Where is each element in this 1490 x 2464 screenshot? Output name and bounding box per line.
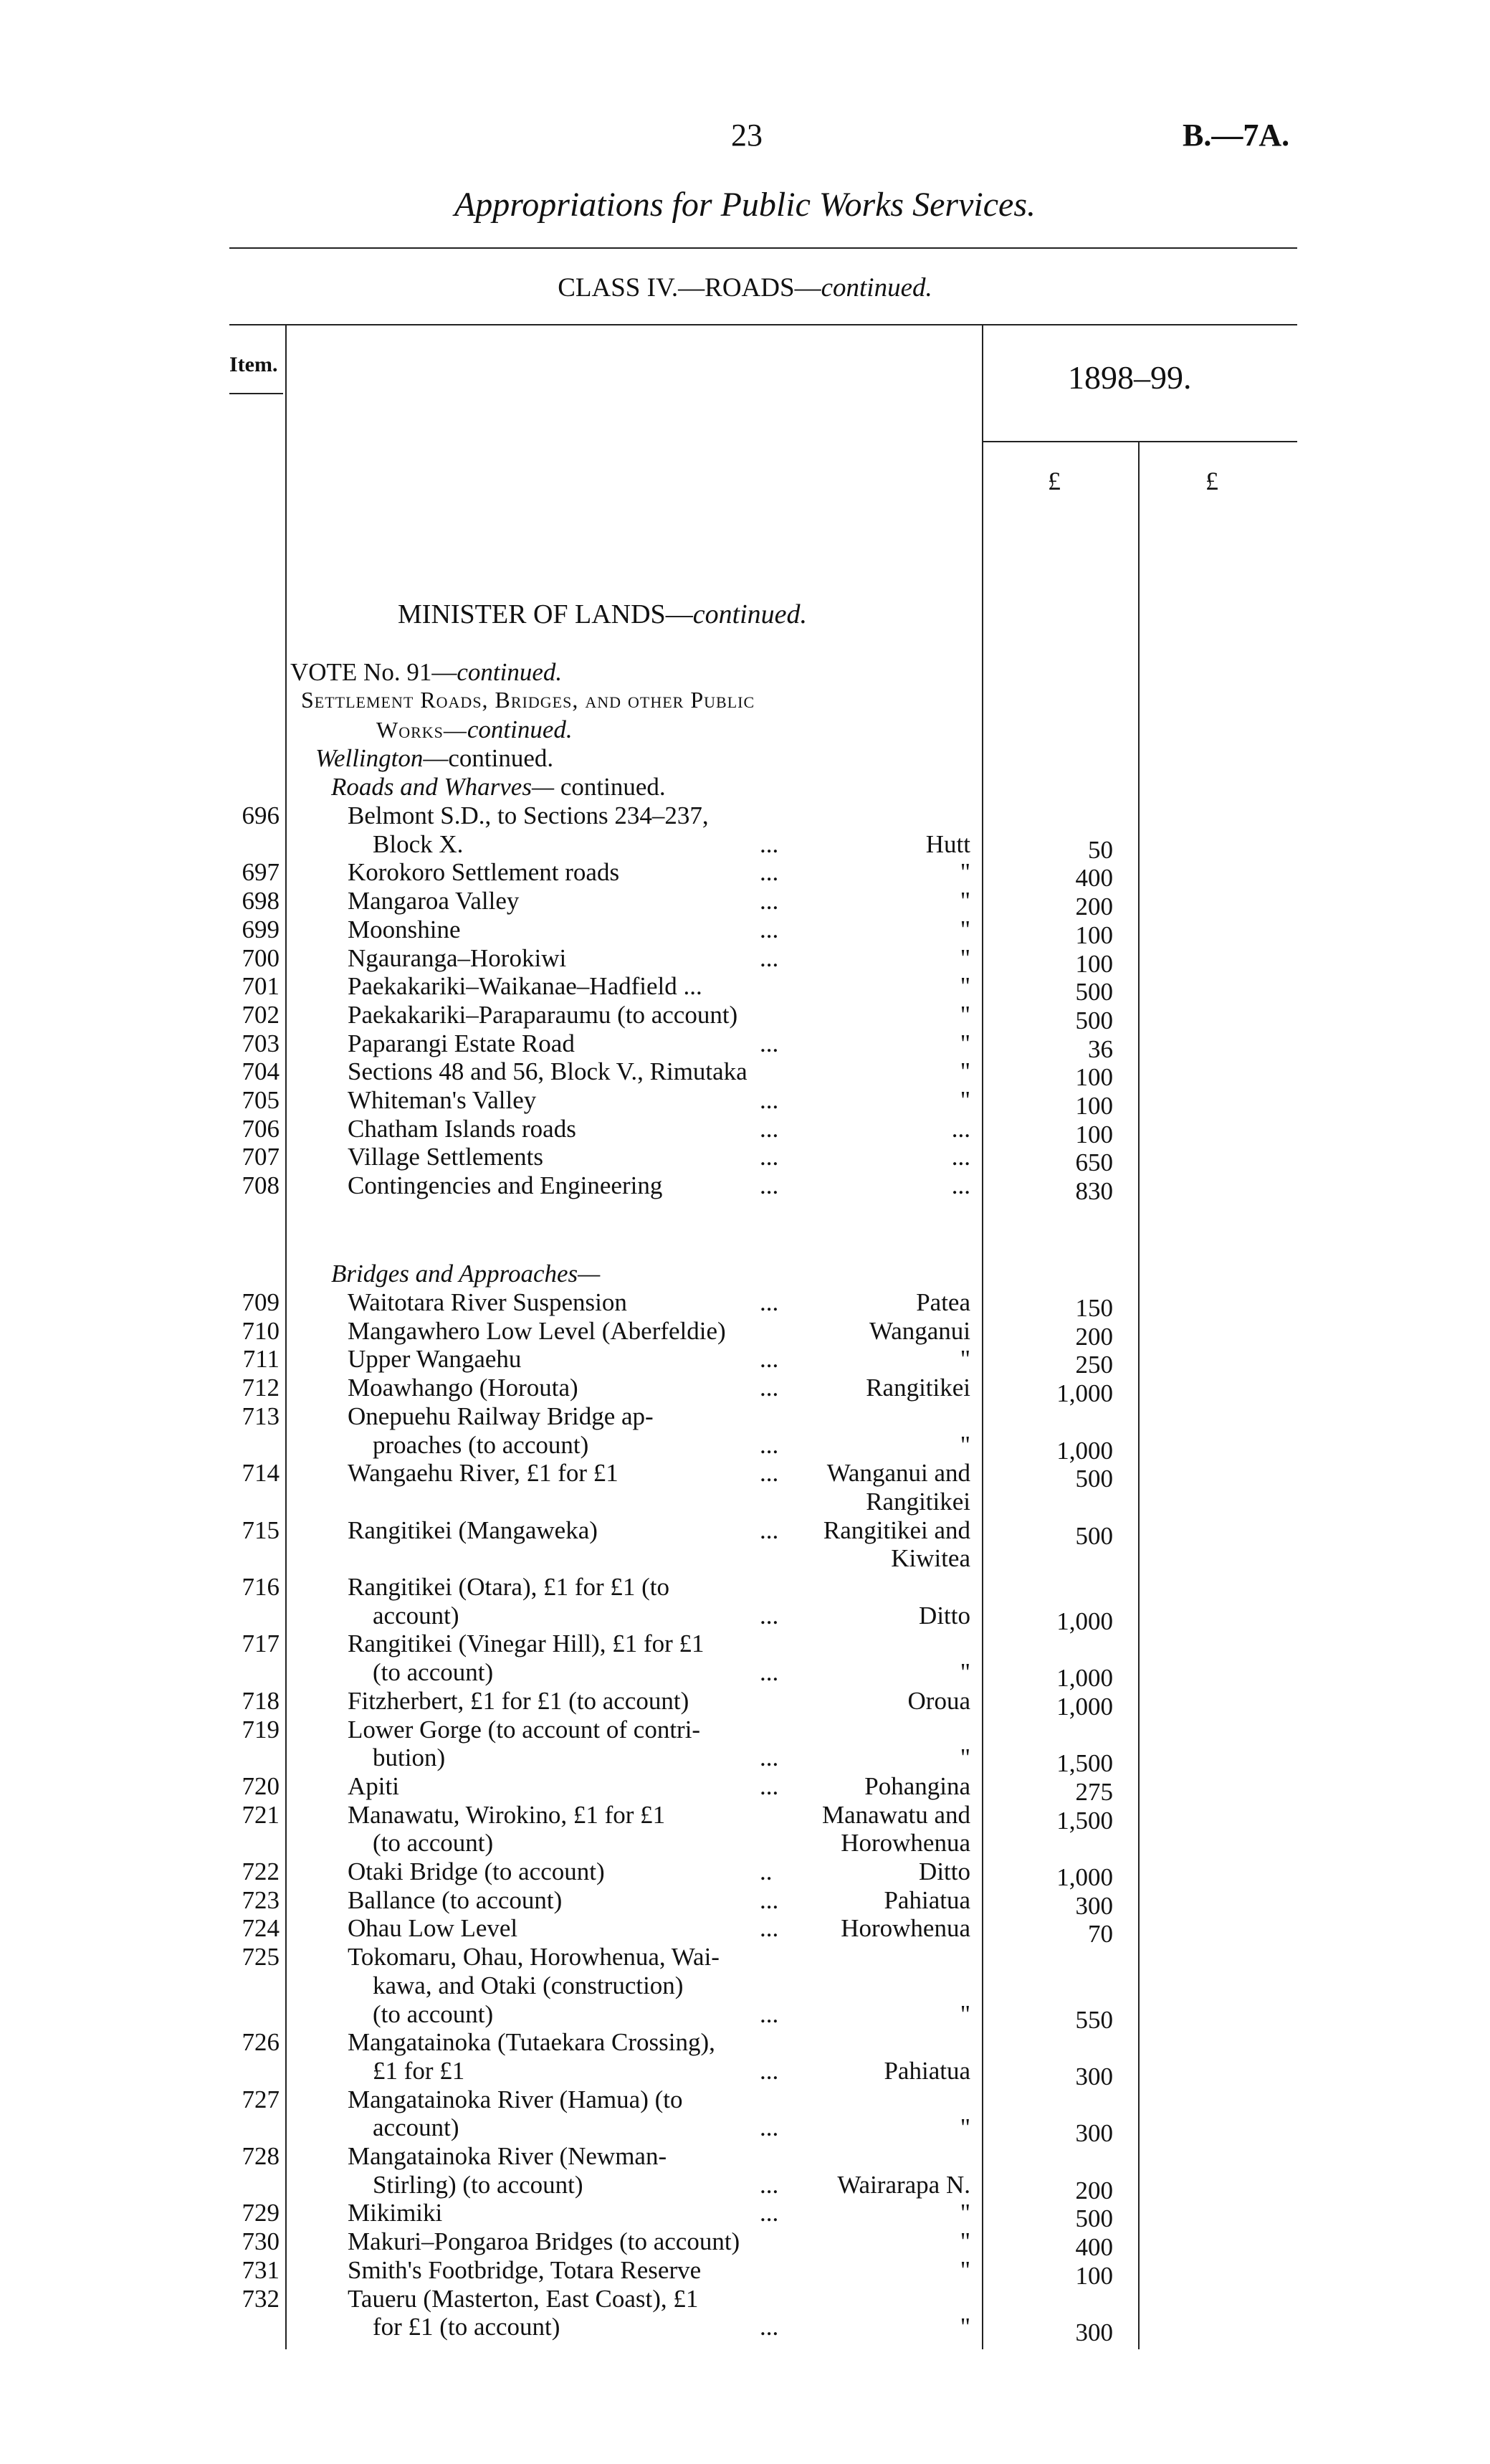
amount: 500: [1075, 1521, 1113, 1550]
item-number: 706: [242, 1114, 280, 1143]
table-row: [0, 2255, 1490, 2290]
item-number: 720: [242, 1771, 280, 1800]
item-number: 722: [242, 1857, 280, 1885]
item-description: Otaki Bridge (to account): [348, 1857, 605, 1885]
item-number: 707: [242, 1143, 280, 1171]
table-row: [0, 972, 1490, 1007]
item-description: Upper Wangaehu: [348, 1345, 522, 1374]
item-description: Mikimiki: [348, 2199, 443, 2227]
item-description: account): [348, 2113, 459, 2142]
leader-dots: ...: [760, 1999, 779, 2028]
table-row: [0, 1171, 1490, 1206]
item-number: 702: [242, 1000, 280, 1029]
item-number: 698: [242, 887, 280, 915]
leader-dots: ..: [760, 1857, 773, 1885]
title-rule: [229, 247, 1297, 249]
item-description: Korokoro Settlement roads: [348, 858, 620, 887]
table-row: [0, 1914, 1490, 1949]
electorate: ": [960, 1430, 970, 1459]
item-number: 727: [242, 2085, 280, 2113]
bridges-subheading: [331, 1260, 600, 1288]
item-description: Mangatainoka River (Hamua) (to: [348, 2085, 683, 2113]
electorate: ": [960, 1744, 970, 1772]
pound-sign-2: £: [1205, 467, 1218, 495]
item-description: Paekakariki–Paraparaumu (to account): [348, 1000, 738, 1029]
item-description: proaches (to account): [348, 1430, 589, 1459]
table-row: [0, 1829, 1490, 1857]
amount: 400: [1075, 864, 1113, 893]
table-row: [0, 2313, 1490, 2347]
item-description: Paekakariki–Waikanae–Hadfield ...: [348, 972, 702, 1001]
item-description: Village Settlements: [348, 1143, 543, 1171]
table-row: [0, 1086, 1490, 1120]
item-description: Rangitikei (Mangaweka): [348, 1516, 598, 1544]
amount: 500: [1075, 978, 1113, 1007]
item-number: 731: [242, 2255, 280, 2284]
leader-dots: ...: [760, 1516, 779, 1544]
roads-subheading: [331, 773, 666, 801]
pound-sign-1: £: [1048, 467, 1061, 495]
item-description: Whiteman's Valley: [348, 1086, 537, 1114]
amount: 100: [1075, 1120, 1113, 1148]
table-row: [0, 2285, 1490, 2313]
table-row: [0, 801, 1490, 830]
table-row: [0, 1744, 1490, 1778]
table-row: [0, 1029, 1490, 1063]
page-number: 23: [731, 118, 763, 153]
amount: 1,000: [1056, 1379, 1113, 1408]
item-description: Mangaroa Valley: [348, 887, 520, 915]
leader-dots: ...: [760, 1171, 779, 1200]
electorate: ": [960, 887, 970, 915]
year-column-header: 1898–99.: [1068, 359, 1192, 396]
table-row: [0, 2199, 1490, 2233]
electorate: ...: [951, 1143, 970, 1171]
table-row: [0, 943, 1490, 978]
amount: 100: [1075, 1063, 1113, 1092]
electorate: ": [960, 2227, 970, 2256]
item-number: 710: [242, 1316, 280, 1345]
amount: 1,000: [1056, 1436, 1113, 1465]
leader-dots: ...: [760, 1885, 779, 1914]
region-label: Wellington: [315, 744, 424, 772]
item-number: 719: [242, 1715, 280, 1744]
item-number: 721: [242, 1800, 280, 1829]
table-row: [0, 2028, 1490, 2057]
item-number: 699: [242, 915, 280, 943]
amount: 36: [1088, 1034, 1113, 1063]
table-row: [0, 2085, 1490, 2114]
table-row: [0, 1943, 1490, 1971]
region-heading: [315, 744, 553, 773]
leader-dots: ...: [760, 1288, 779, 1316]
amount: 500: [1075, 1006, 1113, 1034]
electorate: Hutt: [925, 829, 970, 858]
item-description: Moonshine: [348, 915, 461, 943]
item-description: Paparangi Estate Road: [348, 1029, 575, 1057]
leader-dots: ...: [760, 1914, 779, 1943]
amount: 500: [1075, 2204, 1113, 2233]
item-column-header: Item.: [229, 353, 278, 376]
vote-suffix: continued.: [457, 658, 563, 686]
table-row: [0, 1402, 1490, 1431]
settlement-suffix: continued.: [467, 715, 573, 743]
running-title: Appropriations for Public Works Services.: [454, 186, 1036, 224]
item-number: 724: [242, 1914, 280, 1943]
electorate: Rangitikei: [866, 1374, 970, 1402]
electorate: Rangitikei and: [823, 1516, 970, 1544]
table-row: [0, 1488, 1490, 1516]
table-row: [0, 1459, 1490, 1493]
leader-dots: ...: [760, 1459, 779, 1488]
item-description: Chatham Islands roads: [348, 1114, 576, 1143]
table-row: [0, 1999, 1490, 2034]
amount: 200: [1075, 893, 1113, 921]
item-number: 714: [242, 1459, 280, 1488]
item-number: 725: [242, 1943, 280, 1971]
table-row: [0, 915, 1490, 949]
vote-label: VOTE No. 91—: [290, 658, 457, 686]
amount: 200: [1075, 1322, 1113, 1351]
item-number: 703: [242, 1029, 280, 1057]
settlement-heading-line1: Settlement Roads, Bridges, and other Public: [301, 687, 755, 713]
item-number: 708: [242, 1171, 280, 1200]
item-description: Ohau Low Level: [348, 1914, 518, 1943]
electorate: ": [960, 2313, 970, 2341]
electorate: Pohangina: [864, 1771, 970, 1800]
leader-dots: ...: [760, 1658, 779, 1687]
item-description: Wangaehu River, £1 for £1: [348, 1459, 619, 1488]
amount: 275: [1075, 1777, 1113, 1806]
item-description: Taueru (Masterton, East Coast), £1: [348, 2284, 699, 2313]
table-top-rule: [229, 324, 1297, 325]
item-description: Apiti: [348, 1771, 399, 1800]
item-description: Rangitikei (Vinegar Hill), £1 for £1: [348, 1630, 705, 1658]
year-header-rule: [982, 441, 1297, 442]
item-description: (to account): [348, 1829, 494, 1857]
item-description: Ballance (to account): [348, 1885, 563, 1914]
table-row: [0, 858, 1490, 893]
electorate: ": [960, 1000, 970, 1029]
item-number: 715: [242, 1516, 280, 1544]
amount: 300: [1075, 2119, 1113, 2148]
table-row: [0, 1057, 1490, 1092]
class-suffix: continued.: [821, 273, 932, 303]
item-description: Sections 48 and 56, Block V., Rimutaka: [348, 1057, 748, 1086]
region-suffix: —continued.: [423, 744, 554, 772]
amount: 150: [1075, 1294, 1113, 1322]
electorate: Ditto: [919, 1857, 970, 1885]
table-row: [0, 2056, 1490, 2090]
electorate: Ditto: [919, 1601, 970, 1630]
leader-dots: ...: [760, 2170, 779, 2199]
item-header-rule: [229, 393, 283, 394]
table-row: [0, 1716, 1490, 1744]
leader-dots: ...: [760, 1114, 779, 1143]
electorate: ": [960, 1658, 970, 1687]
table-row: [0, 2142, 1490, 2171]
table-row: [0, 1630, 1490, 1658]
electorate: ": [960, 1086, 970, 1114]
minister-suffix: continued.: [692, 599, 808, 629]
item-description: Fitzherbert, £1 for £1 (to account): [348, 1686, 689, 1715]
item-number: 713: [242, 1402, 280, 1430]
amount: 250: [1075, 1351, 1113, 1379]
item-description: Ngauranga–Horokiwi: [348, 943, 567, 972]
electorate: ": [960, 2255, 970, 2284]
leader-dots: ...: [760, 1374, 779, 1402]
amount: 100: [1075, 949, 1113, 978]
table-row: [0, 2170, 1490, 2204]
leader-dots: ...: [760, 2056, 779, 2085]
item-description: (to account): [348, 1658, 494, 1687]
table-row: [0, 1686, 1490, 1721]
table-row: [0, 2113, 1490, 2148]
electorate: Patea: [916, 1288, 970, 1316]
leader-dots: ...: [760, 1086, 779, 1114]
item-description: Block X.: [348, 829, 464, 858]
table-row: [0, 1316, 1490, 1351]
item-number: 711: [242, 1345, 280, 1374]
amount: 50: [1088, 835, 1113, 864]
electorate: Rangitikei: [866, 1487, 970, 1516]
item-number: 732: [242, 2284, 280, 2313]
table-row: [0, 1288, 1490, 1322]
item-description: £1 for £1: [348, 2056, 465, 2085]
table-row: [0, 1544, 1490, 1573]
item-description: Rangitikei (Otara), £1 for £1 (to: [348, 1573, 670, 1601]
roads-subhead-label: Roads and Wharves—: [331, 773, 555, 801]
table-row: [0, 1114, 1490, 1148]
amount: 400: [1075, 2233, 1113, 2262]
item-description: Belmont S.D., to Sections 234–237,: [348, 801, 709, 829]
leader-dots: ...: [760, 887, 779, 915]
amount: 100: [1075, 1092, 1113, 1120]
leader-dots: ...: [760, 915, 779, 943]
amount: 100: [1075, 2261, 1113, 2290]
table-row: [0, 1000, 1490, 1034]
item-number: 728: [242, 2142, 280, 2170]
electorate: ...: [951, 1114, 970, 1143]
leader-dots: ...: [760, 1601, 779, 1630]
table-row: [0, 1573, 1490, 1602]
leader-dots: ...: [760, 1029, 779, 1057]
leader-dots: ...: [760, 858, 779, 887]
table-row: [0, 1345, 1490, 1379]
table-row: [0, 2227, 1490, 2262]
electorate: Horowhenua: [841, 1829, 970, 1857]
table-row: [0, 1516, 1490, 1550]
amount: 1,000: [1056, 1692, 1113, 1721]
electorate: Pahiatua: [884, 2056, 970, 2085]
electorate: Horowhenua: [841, 1914, 970, 1943]
table-row: [0, 1658, 1490, 1693]
item-number: 712: [242, 1374, 280, 1402]
electorate: ": [960, 972, 970, 1001]
item-description: Contingencies and Engineering: [348, 1171, 663, 1200]
leader-dots: ...: [760, 1771, 779, 1800]
table-row: [0, 829, 1490, 864]
item-number: 718: [242, 1686, 280, 1715]
amount: 70: [1088, 1920, 1113, 1949]
electorate: Wanganui and: [826, 1459, 970, 1488]
settlement-heading-line2: [376, 715, 573, 744]
amount: 300: [1075, 2318, 1113, 2347]
electorate: ": [960, 915, 970, 943]
item-description: Mangawhero Low Level (Aberfeldie): [348, 1316, 726, 1345]
leader-dots: ...: [760, 943, 779, 972]
item-description: Makuri–Pongaroa Bridges (to account): [348, 2227, 740, 2256]
table-row: [0, 887, 1490, 921]
amount: 1,000: [1056, 1664, 1113, 1693]
item-number: 705: [242, 1086, 280, 1114]
class-label: CLASS IV.—ROADS—: [558, 273, 821, 303]
electorate: ": [960, 943, 970, 972]
item-description: Smith's Footbridge, Totara Reserve: [348, 2255, 702, 2284]
class-heading: [0, 272, 1490, 303]
leader-dots: ...: [760, 2199, 779, 2227]
amount: 1,500: [1056, 1806, 1113, 1835]
electorate: ": [960, 858, 970, 887]
leader-dots: ...: [760, 1744, 779, 1772]
item-number: 697: [242, 858, 280, 887]
amount: 550: [1075, 2005, 1113, 2034]
item-description: Mangatainoka (Tutaekara Crossing),: [348, 2028, 715, 2057]
amount: 300: [1075, 2062, 1113, 2090]
minister-heading: [398, 599, 807, 630]
item-number: 709: [242, 1288, 280, 1316]
item-description: for £1 (to account): [348, 2313, 560, 2341]
table-row: [0, 1143, 1490, 1177]
amount: 650: [1075, 1148, 1113, 1177]
leader-dots: ...: [760, 1143, 779, 1171]
amount: 830: [1075, 1177, 1113, 1206]
item-number: 701: [242, 972, 280, 1001]
item-description: Moawhango (Horouta): [348, 1374, 578, 1402]
table-row: [0, 1971, 1490, 2000]
item-description: Stirling) (to account): [348, 2170, 583, 2199]
item-description: kawa, and Otaki (construction): [348, 1971, 684, 1999]
item-description: Lower Gorge (to account of contri-: [348, 1715, 701, 1744]
item-description: Onepuehu Railway Bridge ap-: [348, 1402, 654, 1430]
table-row: [0, 1430, 1490, 1465]
electorate: ": [960, 2199, 970, 2227]
leader-dots: ...: [760, 1345, 779, 1374]
electorate: Kiwitea: [891, 1544, 970, 1573]
electorate: Wanganui: [869, 1316, 970, 1345]
electorate: ": [960, 1999, 970, 2028]
bridges-subhead-label: Bridges and Approaches—: [331, 1260, 601, 1288]
item-number: 723: [242, 1885, 280, 1914]
amount: 300: [1075, 1891, 1113, 1920]
electorate: ": [960, 2113, 970, 2142]
electorate: ": [960, 1345, 970, 1374]
electorate: Manawatu and: [821, 1800, 970, 1829]
item-description: Tokomaru, Ohau, Horowhenua, Wai-: [348, 1943, 720, 1971]
electorate: ...: [951, 1171, 970, 1200]
leader-dots: ...: [760, 2113, 779, 2142]
table-row: [0, 1601, 1490, 1635]
item-number: 729: [242, 2199, 280, 2227]
vote-heading: [290, 658, 562, 687]
item-number: 696: [242, 801, 280, 829]
item-number: 730: [242, 2227, 280, 2256]
amount: 1,500: [1056, 1749, 1113, 1778]
item-number: 717: [242, 1630, 280, 1658]
table-row: [0, 1885, 1490, 1920]
item-number: 726: [242, 2028, 280, 2057]
item-description: account): [348, 1601, 459, 1630]
item-number: 700: [242, 943, 280, 972]
settlement-label: Works—: [376, 717, 467, 743]
roads-subhead-suffix: continued.: [554, 773, 666, 801]
document-reference: B.—7A.: [1183, 118, 1290, 153]
amount: 200: [1075, 2176, 1113, 2204]
amount: 100: [1075, 921, 1113, 949]
table-row: [0, 1857, 1490, 1891]
electorate: Pahiatua: [884, 1885, 970, 1914]
item-number: 704: [242, 1057, 280, 1086]
table-row: [0, 1771, 1490, 1806]
item-description: bution): [348, 1744, 446, 1772]
table-row: [0, 1800, 1490, 1835]
leader-dots: ...: [760, 829, 779, 858]
table-row: [0, 1374, 1490, 1408]
item-description: Mangatainoka River (Newman-: [348, 2142, 667, 2170]
electorate: Oroua: [907, 1686, 970, 1715]
item-description: Waitotara River Suspension: [348, 1288, 627, 1316]
leader-dots: ...: [760, 2313, 779, 2341]
amount: 1,000: [1056, 1863, 1113, 1891]
item-description: Manawatu, Wirokino, £1 for £1: [348, 1800, 666, 1829]
amount: 500: [1075, 1465, 1113, 1493]
item-number: 716: [242, 1573, 280, 1601]
minister-label: MINISTER OF LANDS—: [398, 599, 693, 629]
electorate: ": [960, 1029, 970, 1057]
electorate: Wairarapa N.: [837, 2170, 970, 2199]
electorate: ": [960, 1057, 970, 1086]
item-description: (to account): [348, 1999, 494, 2028]
amount: 1,000: [1056, 1607, 1113, 1635]
leader-dots: ...: [760, 1430, 779, 1459]
